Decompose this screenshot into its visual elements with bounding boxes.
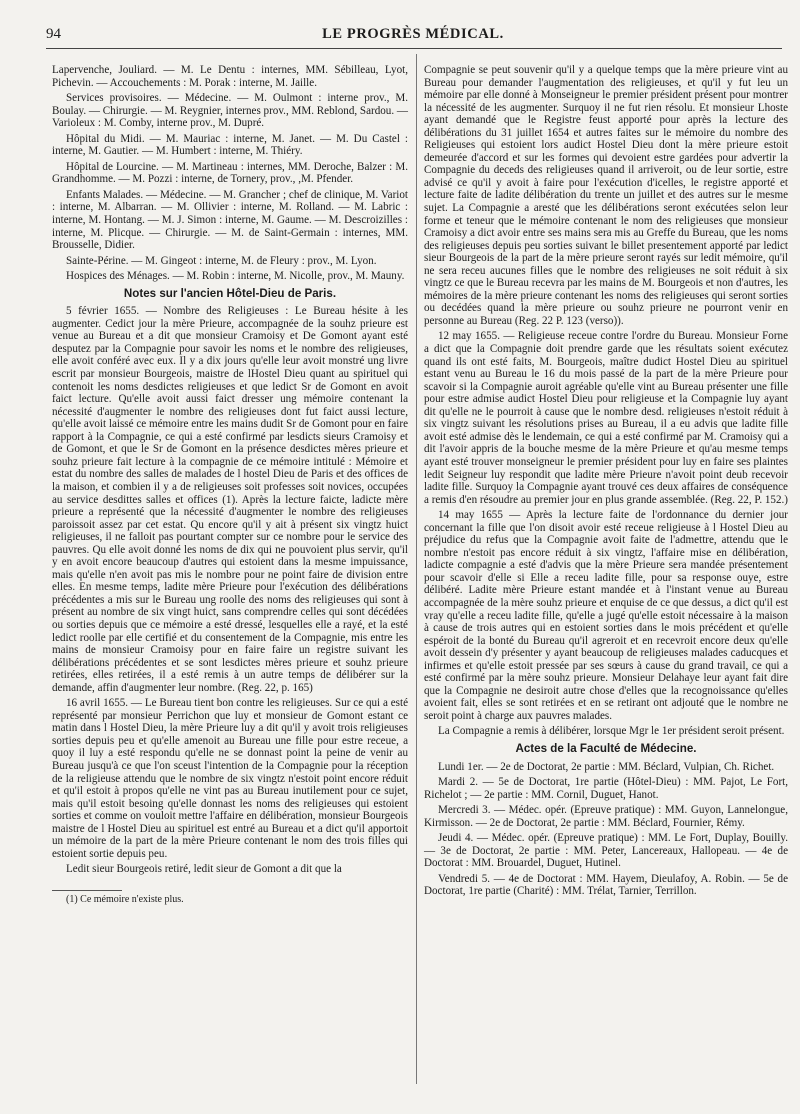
paragraph: Sainte-Périne. — M. Gingeot : interne, M. de Fleury : prov., M. Lyon. [66, 254, 377, 267]
paragraph: 5 février 1655. — Nombre des Religieuses : Le Bureau hésite à les augmenter. Cedict jour la mère Prieure, accompagnée de la souhz prieure est venue au Bureau et a dit que monsieur Cramoisy et De Gomont ayant esté desputez par la Compagnie pour savoir les noms et le nombre des religieuses, elle avoit conféré avec eux. Il y a dix jours qu'elle leur avoit monstré ung livre escrit par monsieur Bourgeois, maistre de lHostel Dieu quant au spirituel qui contenoit les noms desdictes religieuses et que ledict Sr de Gomont en avoit faict lecture. Qu'elle avoit aussi faict dresser ung mémoire contenant la nécessité d'augmenter le nombre des religieuses dont fut faict aussi lecture, qu'elle avoit laissé ce mémoire entre les mains dudit Sr de Gomont pour en faire rapport à la Compagnie, ce qui a esté confirmé par lesdicts sieurs Cramoisy et de Gomont, et que le Sr de Gomont en la présence desdictes mères prieure et souhz prieure fait lecture à la compagnie de ce mémoire intitulé : Mémoire et estat du nombre des salles de malades de l hostel Dieu de Paris et des offices de la maison, et combien il y a de religieuses soit professes soit novices, occupées au service desdittes salles et offices (1). Après la lecture faicte, ladicte mère prieure a représenté que la nécessité d'augmenter le nombre des religieuses paroissoit assez par cet estat. Qu encore qu'il y ait à présent six vingtz huict religieuses, il ne falloit pas pourtant compter sur ce nombre pour le service des pauvres. Qu elle avoit donné les noms de dix qui ne pouvoient plus servir, qu'il y en avoit encore beaucoup d'autres qui estoient dans la mesme impuissance, mais qu'elle n'en avoit pas mis le nombre pour ne point faire de division entre elles. En mesme temps, ladite mère Prieure pour l'exécution des délibérations précédentes a mis sur le Bureau ung roolle des noms des religieuses qui sont à présent au nombre de six vingt huict, sans comprendre celles qui sont décédées ou sorties depuis que ce mémoire a esté dressé, lesquelles elle a rayé, et la esté ledict roolle par elle certifié et du consentement de la Compagnie, mis entre les mains de monsieur Cramoisy pour en faire faire un registre suivant les délibérations précédentes et se sont lesdictes mères prieure et souhz prieure retirées, elles retirées, il a esté remis à un autre temps de délibérer sur la demande, affin d'augmenter leur nombre. (Reg. 22, p. 165) [52, 305, 408, 694]
right-column [424, 64, 788, 901]
header-rule [46, 48, 782, 49]
paragraph: Mercredi 3. — Médec. opér. (Epreuve pratique) : MM. Guyon, Lannelongue, Kirmisson. — 2e de Doctorat, 2e partie : MM. Béclard, Fournier, Rémy. [424, 804, 788, 829]
footnote: (1) Ce mémoire n'existe plus. [66, 893, 184, 905]
paragraph: Ledit sieur Bourgeois retiré, ledit sieur de Gomont a dit que la [66, 863, 342, 876]
paragraph: Services provisoires. — Médecine. — M. Oulmont : interne prov., M. Boulay. — Chirurgie. — M. Reygnier, internes prov., MM. Reblond, Sardou. — Varioleux : M. Comby, interne prov., M. Dupré. [52, 92, 408, 130]
left-column [52, 64, 408, 909]
paragraph: Vendredi 5. — 4e de Doctorat : MM. Hayem, Dieulafoy, A. Robin. — 5e de Doctorat, 1re partie (Charité) : MM. Trélat, Tarnier, Terrillon. [424, 872, 788, 898]
paragraph: Hospices des Ménages. — M. Robin : interne, M. Nicolle, prov., M. Mauny. [66, 270, 405, 283]
paragraph: Lapervenche, Jouliard. — M. Le Dentu : internes, MM. Sébilleau, Lyot, Pichevin. — Accouchements : M. Porak : interne, M. Jaille. [52, 64, 408, 89]
paragraph: Mardi 2. — 5e de Doctorat, 1re partie (Hôtel-Dieu) : MM. Pajot, Le Fort, Richelot ; — 2e partie : MM. Cornil, Duguet, Hanot. [424, 776, 788, 801]
paragraph: La Compagnie a remis à délibérer, lorsque Mgr le 1er président seroit présent. [438, 725, 785, 738]
page-number: 94 [46, 26, 61, 42]
paragraph: Compagnie se peut souvenir qu'il y a quelque temps que la mère prieure vint au Bureau pour demander l'augmentation des religieuses, et qu'il y fut leu un mémoire par elle donné à Monseigneur le premier président présent pour montrer la nécessité de les augmenter. Surquoy il ne fut rien résolu. Et monsieur Lhoste ayant demandé que le Registre feust apporté pour après la lecture des délibérations du 31 juillet 1654 et autres faites sur le mémoire du nombre des Religieuses qui estoient lors audict Hostel Dieu dont la mère prieure estoit demeurée d'accord et sur les formes qui devoient estre gardées pour advertir la Compagnie du deceds des religieuses quand il arriveroit, ou de leur sortie, estre advisé ce qu'il y avoit à faire pour l'exécution d'icelles, le registre apporté et lecture faite de ladite délibération du trente un juillet et des autres sur le mesme sujet. La Compagnie a aresté que les délibérations seront exécutées selon leur forme et teneur que le mémoire contenant le nom des religieuses que monsieur Cramoisy a dict avoir entre ses mains sera mis au Greffe du Bureau, que les noms des religieuses depuis peu sorties suivant le billet presentement apporté par ledict sieur Bourgeois de la part de la mère prieure seront rayés sur ledit mémoire, qu'il ne sera receu aucunes filles que le nombre des religieuses ne soit réduit à six vingtz ce que le Bureau recevra par les mains de M. Bourgeois et non d'autres, les mémoires de la mère prieure contenant les noms des religieuses qui seront sorties ou decédées quand la mère prieure ou souhz prieure ne pourront venir en personne au Bureau (Reg. 22 P. 123 (verso)). [424, 64, 788, 327]
section-heading-actes: Actes de la Faculté de Médecine. [515, 741, 697, 755]
paragraph: Hôpital du Midi. — M. Mauriac : interne, M. Janet. — M. Du Castel : interne, M. Gautier. — M. Humbert : interne, M. Thiéry. [52, 132, 408, 158]
page-header [46, 26, 780, 48]
column-divider [416, 54, 417, 1084]
footnote-rule [52, 890, 122, 891]
paragraph: Hôpital de Lourcine. — M. Martineau : internes, MM. Deroche, Balzer : M. Grandhomme. — M. Pozzi : interne, de Tornery, prov., ,M. Pfender. [52, 160, 408, 186]
paragraph: 12 may 1655. — Religieuse receue contre l'ordre du Bureau. Monsieur Forne a dict que la Compagnie doit prendre garde que les résultats soient exécutez quand ils ont esté faits, M. Bourgeois, maître dudict Hostel Dieu au spirituel estant venu au Bureau le 16 du mois passé de la part de la mère Prieure pour scavoir si la Compagnie auroit agréable qu'elle vint au Bureau présenter une fille pour estre admise audict Hostel Dieu pour religieuse et la Compagnie luy ayant dit qu'elle ne le pourroit à cause que le nombre desd. religieuses n'estoit réduit à six vingtz suivant les résolutions prises au Bureau, il a eu advis que ladite fille avoit esté admise dès le lendemain, ce qui a esté confirmé par M. Cramoisy qui a dit l'avoir appris de la bouche mesme de la mère Prieure et qu'au mesme temps ayant esté trouver monseigneur le premier président pour luy en faire ses plaintes ledit Seigneur luy respondit que ladite mère Prieure n'avoit point deub recevoir ladite fille. Surquoy la Compagnie ayant trouvé ces deux affaires de conséquence a remis d'en résoudre au premier jour en plus grande assemblée. (Reg. 22, P. 152.) [424, 330, 788, 506]
paragraph: Enfants Malades. — Médecine. — M. Grancher ; chef de clinique, M. Variot : interne, M. Albarran. — M. Ollivier : interne, M. Rolland. — M. Labric : interne, M. Hontang. — M. J. Simon : interne, M. Gaume. — M. Descroizilles : interne, M. Plicque. — Chirurgie. — M. de Saint-Germain : internes, MM. Brousselle, Didier. [52, 188, 408, 252]
paragraph: Jeudi 4. — Médec. opér. (Epreuve pratique) : MM. Le Fort, Duplay, Bouilly. — 3e de Doctorat, 2e partie : MM. Peter, Lancereaux, Hallopeau. — 4e de Doctorat : MM. Brouardel, Duguet, Hutinel. [424, 832, 788, 870]
paragraph: 16 avril 1655. — Le Bureau tient bon contre les religieuses. Sur ce qui a esté représenté par monsieur Perrichon que luy et monsieur de Gomont estant ce matin dans l Hostel Dieu, la mère Prieure luy a dit qu'il y avoit trois religieuses sorties depuis peu et qu'elle amenoit au Bureau une fille pour estre receue, a quoy il luy a esté respondu qu'elle ne se donnast point la peine de venir au Bureau jusqu'à ce que l'on sceust l'intention de la Compagnie pour la réception de la religieuse attendu que le nombre de six vingtz n'estoit point encore réduit et qu'il estoit à propos qu'elle ne vint pas au Bureau inutilement pour ce sujet, mais qu'il estoit besoing qu'elle donnast les noms des religieuses qui estoient sorties et comme on vouloit mettre l'affaire en délibération, monsieur Bourgeois maistre de l Hostel Dieu au spirituel est entré au Bureau et a dict qu'il apportoit un mémoire de la part de la mère Prieure contenant le nom des trois filles qui estoient sortie depuis peu. [52, 697, 408, 860]
journal-title: LE PROGRÈS MÉDICAL. [322, 26, 504, 42]
paragraph: Lundi 1er. — 2e de Doctorat, 2e partie : MM. Béclard, Vulpian, Ch. Richet. [438, 760, 775, 773]
paragraph: 14 may 1655 — Après la lecture faite de l'ordonnance du dernier jour concernant la fille que l'on disoit avoir esté receue religieuse à l Hostel Dieu au préjudice du refus que la Compagnie avoit faite de l'admettre, attendu que le nombre n'estoit pas encore réduit à six vingtz, l'affaire mise en délibération, ladicte compagnie a esté d'advis que la mère Prieure sera mandée présentement pour scavoir d'elle si Elle a receu ladite fille, pour sa response ouye, estre délibéré. Ladite mère Prieure estant mandée et à l'instant venue au Bureau accompagnée de la mère souhz prieure et enquise de ce que dessus, a dict qu'il est vray qu'elle a receu ladite fille, qu'elle a jugé qu'elle estoit nécessaire à la maison à cause de trois autres qui en estoient sorties dans le mois précédent et qu'elle espéroit de la bonté du Bureau qu'il agreroit et en recevroit encore deux qu'elle avoit dessein d'y présenter y ayant beaucoup de religieuses malades caducques et infirmes et qu'elle estoit pressée par ses sœurs à cause du grand travail, ce qui a esté confirmé par la mère souhz prieure. Monsieur Delahaye leur ayant fait dire que la Compagnie ne desiroit autre chose d'elles que la recognoissance qu'elles avoient fait, elles se sont retirées et en se retirant ont adjouté que le nombre ne seroit point à charge aux pauvres malades. [424, 509, 788, 722]
section-heading-notes: Notes sur l'ancien Hôtel-Dieu de Paris. [123, 286, 337, 300]
